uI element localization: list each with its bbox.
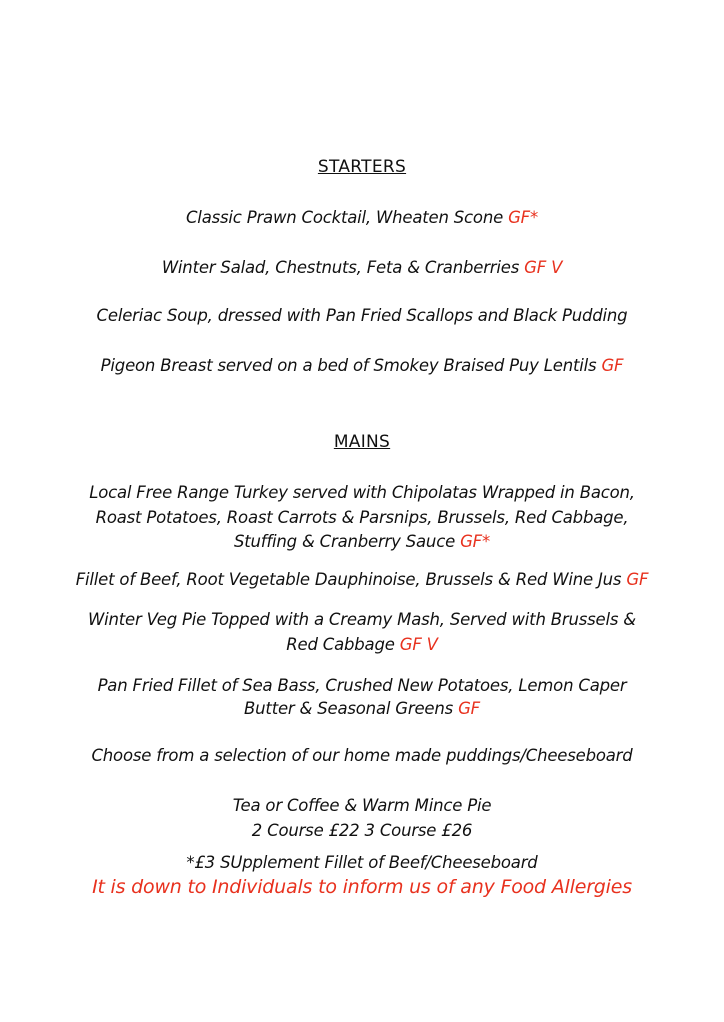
dietary-tag: GF bbox=[601, 356, 624, 375]
dietary-tag: GF* bbox=[508, 208, 539, 227]
pricing-line: 2 Course £22 3 Course £26 bbox=[251, 821, 473, 840]
menu-item-winter-salad bbox=[0, 258, 724, 277]
menu-item-prawn-cocktail bbox=[0, 208, 724, 227]
item-text: Pigeon Breast served on a bed of Smokey Braised Puy Lentils bbox=[100, 356, 602, 375]
dietary-tag: GF bbox=[458, 699, 480, 718]
menu-item-sea-bass-line2 bbox=[0, 699, 724, 718]
mains-heading: MAINS bbox=[333, 432, 391, 452]
item-text: Stuffing & Cranberry Sauce bbox=[233, 532, 461, 551]
allergy-notice: It is down to Individuals to inform us of any Food Allergies bbox=[92, 876, 632, 898]
menu-item-celeriac-soup bbox=[0, 306, 724, 325]
coffee-line: Tea or Coffee & Warm Mince Pie bbox=[232, 796, 492, 815]
dietary-tag: GF bbox=[626, 570, 649, 589]
item-text: Butter & Seasonal Greens bbox=[244, 699, 459, 718]
menu-item-fillet-of-beef bbox=[0, 570, 724, 589]
menu-item-pigeon-breast bbox=[0, 356, 724, 375]
menu-item-turkey-line1: Local Free Range Turkey served with Chipolatas Wrapped in Bacon, bbox=[89, 483, 635, 502]
menu-item-veg-pie-line2 bbox=[0, 635, 724, 654]
menu-item-veg-pie-line1: Winter Veg Pie Topped with a Creamy Mash, Served with Brussels & bbox=[88, 610, 636, 629]
dietary-tag: GF* bbox=[460, 532, 490, 551]
item-text: Classic Prawn Cocktail, Wheaten Scone bbox=[185, 208, 509, 227]
dietary-tag: GF V bbox=[524, 258, 563, 277]
menu-item-turkey-line2: Roast Potatoes, Roast Carrots & Parsnips, Brussels, Red Cabbage, bbox=[95, 508, 629, 527]
menu-item-sea-bass-line1: Pan Fried Fillet of Sea Bass, Crushed New Potatoes, Lemon Caper bbox=[97, 676, 627, 695]
item-text: Winter Salad, Chestnuts, Feta & Cranberries bbox=[161, 258, 525, 277]
supplement-line: *£3 SUpplement Fillet of Beef/Cheeseboard bbox=[186, 853, 538, 872]
starters-heading: STARTERS bbox=[317, 157, 407, 177]
dietary-tag: GF V bbox=[399, 635, 438, 654]
item-text: Fillet of Beef, Root Vegetable Dauphinoise, Brussels & Red Wine Jus bbox=[75, 570, 627, 589]
item-text: Red Cabbage bbox=[286, 635, 400, 654]
item-text: Celeriac Soup, dressed with Pan Fried Scallops and Black Pudding bbox=[96, 306, 628, 325]
menu-item-turkey-line3 bbox=[0, 532, 724, 551]
dessert-line: Choose from a selection of our home made puddings/Cheeseboard bbox=[91, 746, 633, 765]
